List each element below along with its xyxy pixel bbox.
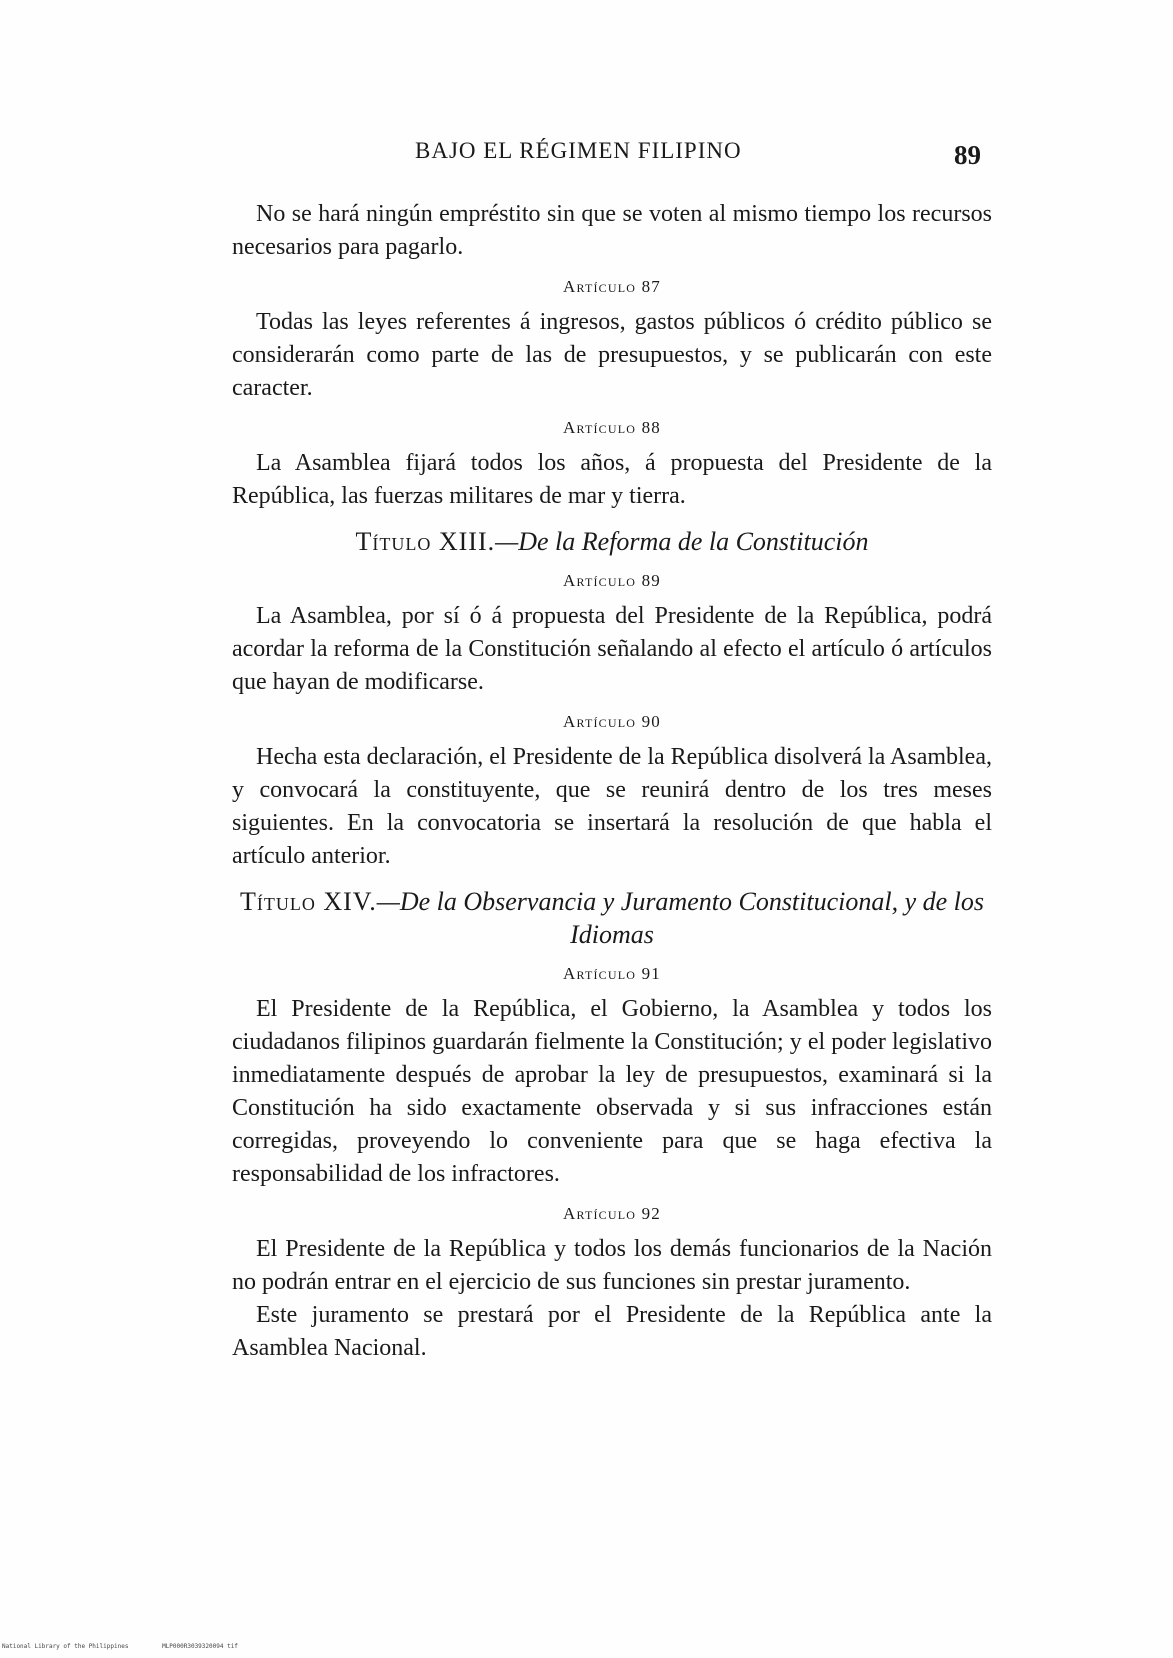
page-number: 89 [954,140,981,170]
running-title: BAJO EL RÉGIMEN FILIPINO [415,138,742,163]
running-header [0,138,1173,178]
article-heading-90: Artículo 90 [562,712,661,731]
paragraph-article-92-a: El Presidente de la República y todos los demás funcionarios de la Nación no podrán entrar en el ejercicio de sus funciones sin prestar juramento. [232,1236,992,1295]
paragraph-article-91: El Presidente de la República, el Gobierno, la Asamblea y todos los ciudadanos filipinos guardarán fielmente la Constitución; y el poder legislativo inmediatamente después de aprobar la ley de presupuestos, examinará si la Constitución ha sido exactamente observada y si sus infracciones están corregidas, proveyendo lo conveniente para que se haga efectiva la responsabilidad de los infractores. [232,996,992,1187]
article-heading-87: Artículo 87 [562,277,661,296]
title-14-label: Título XIV. [239,887,377,916]
article-heading-91: Artículo 91 [562,964,661,983]
article-heading-88: Artículo 88 [562,418,661,437]
body-text [232,198,992,1365]
footer-code: MLP000R3039320094 tif [162,1643,238,1650]
paragraph-article-88: La Asamblea fijará todos los años, á propuesta del Presidente de la República, las fuerzas militares de mar y tierra. [232,450,992,509]
article-heading-89: Artículo 89 [562,571,661,590]
title-13-subtitle: —De la Reforma de la Constitución [495,527,869,556]
paragraph-article-92-b: Este juramento se prestará por el Presidente de la República ante la Asamblea Nacional. [232,1302,992,1361]
paragraph-article-87: Todas las leyes referentes á ingresos, gastos públicos ó crédito público se considerarán como parte de las de presupuestos, y se publicarán con este caracter. [232,309,992,401]
paragraph-loans: No se hará ningún empréstito sin que se voten al mismo tiempo los recursos necesarios para pagarlo. [232,201,992,260]
title-heading-14 [232,885,992,951]
title-13-label: Título XIII. [355,527,496,556]
title-heading-13 [232,525,992,558]
scan-footer [2,1643,268,1650]
paragraph-article-89: La Asamblea, por sí ó á propuesta del Presidente de la República, podrá acordar la reforma de la Constitución señalando al efecto el artículo ó artículos que hayan de modificarse. [232,603,992,695]
article-heading-92: Artículo 92 [562,1204,661,1223]
footer-library: National Library of the Philippines [2,1643,129,1650]
paragraph-article-90: Hecha esta declaración, el Presidente de la República disolverá la Asamblea, y convocará la constituyente, que se reunirá dentro de los tres meses siguientes. En la convocatoria se insertará la resolución de que habla el artículo anterior. [232,744,992,869]
title-14-subtitle: —De la Observancia y Juramento Constitucional, y de los Idiomas [376,887,985,949]
